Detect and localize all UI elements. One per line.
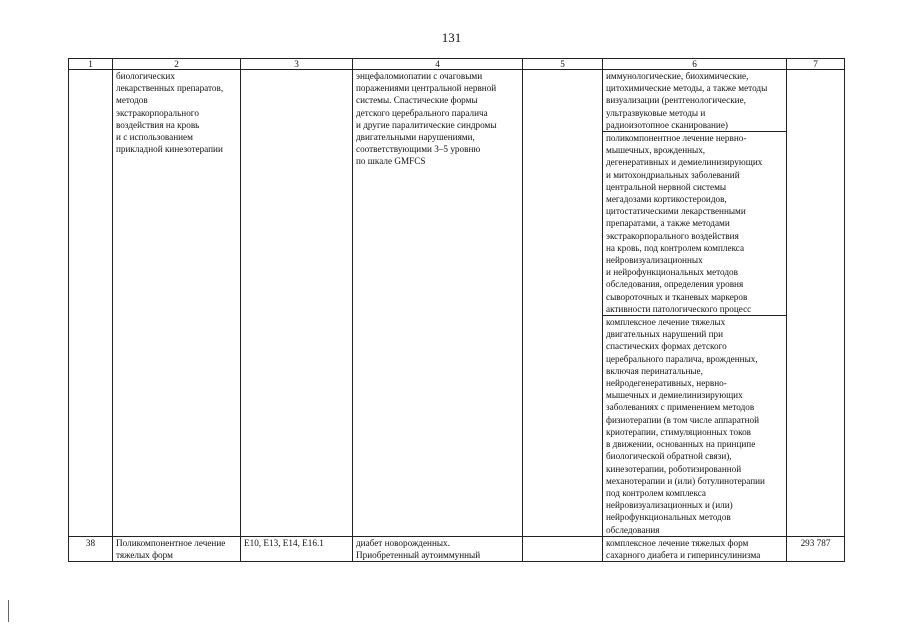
column-header: 1 — [69, 59, 113, 70]
patient-model-cell: энцефаломиопатии с очаговыми поражениями центральной нервной системы. Спастические формы детского церебрального паралича и другие паралитические синдромы двигательными нарушениями, соответствующими 3–5 уровню по шкале GMFCS — [353, 70, 523, 537]
header-row — [69, 59, 845, 70]
treatment-name-cell: биологических лекарственных препаратов, методов экстракорпорального воздействия на кровь и с использованием прикладной кинезотерапии — [113, 70, 241, 537]
patient-model-cell: диабет новорожденных. Приобретенный аутоиммунный — [353, 536, 523, 561]
treatment-name-cell: Поликомпонентное лечение тяжелых форм — [113, 536, 241, 561]
treatment-type-cell — [523, 70, 603, 537]
column-header: 3 — [241, 59, 353, 70]
column-header: 2 — [113, 59, 241, 70]
table-row — [69, 536, 845, 561]
icd-codes-cell: E10, E13, E14, E16.1 — [241, 536, 353, 561]
scan-margin-mark — [8, 600, 9, 622]
method-block: иммунологические, биохимические, цитохимические методы, а также методы визуализации (рентгенологические, ультразвуковые методы и радиоизотопное сканирование) — [606, 71, 768, 130]
cost-cell — [787, 70, 845, 537]
column-header: 5 — [523, 59, 603, 70]
column-header: 6 — [603, 59, 787, 70]
table-row — [69, 70, 845, 537]
method-block: поликомпонентное лечение нервно- мышечных, врожденных, дегенеративных и демиелинизирующих и митохондриальных заболеваний центральной нервной системы мегадозами кортикостероидов, цитостатическими лекарственными препаратами, а также методами экстракорпорального воздействия на кровь, под контролем комплекса нейровизуализационных и нейрофункциональных методов обследования, определения уровня сывороточных и тканевых маркеров активности патологического процесс — [603, 131, 786, 315]
method-block: комплексное лечение тяжелых двигательных нарушений при спастических формах детского церебрального паралича, врожденных, включая перинатальные, нейродегенеративных, нервно- мышечных и демиелинизирующих заболеваниях с применением методов физиотерапии (в том числе аппаратной криотерапии, стимуляционных токов в движении, основанных на принципе биологической обратной связи), кинезотерапии, роботизированной механотерапии и (или) ботулинотерапии под контролем комплекса нейровизуализационных и (или) нейрофункциональных методов обследования — [603, 315, 786, 536]
column-header: 7 — [787, 59, 845, 70]
column-header: 4 — [353, 59, 523, 70]
row-number-cell — [69, 70, 113, 537]
cost-cell: 293 787 — [787, 536, 845, 561]
page-number: 131 — [441, 30, 462, 45]
procedures-table — [68, 58, 845, 562]
icd-codes-cell — [241, 70, 353, 537]
treatment-type-cell — [523, 536, 603, 561]
treatment-method-cell — [603, 70, 787, 537]
treatment-method-cell: комплексное лечение тяжелых форм сахарного диабета и гиперинсулинизма — [603, 536, 787, 561]
row-number-cell: 38 — [69, 536, 113, 561]
